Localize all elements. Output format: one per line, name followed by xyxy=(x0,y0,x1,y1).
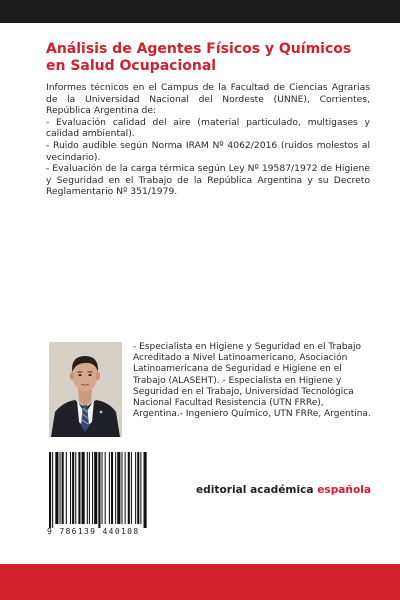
publisher-name xyxy=(196,484,371,496)
book-description xyxy=(46,82,370,198)
barcode-bar xyxy=(115,452,116,524)
barcode-bar xyxy=(109,452,110,524)
barcode-bar xyxy=(89,452,90,524)
barcode-bar xyxy=(87,452,88,524)
barcode-bar xyxy=(105,452,106,524)
author-bio: - Especialista en Higiene y Seguridad en el Trabajo Acreditado a Nivel Latinoamericano, Asociación Latinoamericana de Seguridad e Higiene en el Trabajo (ALASEHT). - Especialista en Higiene y Seguridad en el Trabajo, Universidad Tecnológica Nacional Facultad Resistencia (UTN FRRe), Argentina.- Ingeniero Químico, UTN FRRe, Argentina. xyxy=(133,342,371,420)
publisher-name-part1: editorial académica xyxy=(196,484,318,496)
publisher-name-part2: española xyxy=(317,484,372,496)
barcode-bar xyxy=(135,452,136,524)
barcode-bar xyxy=(92,452,93,524)
barcode-bar xyxy=(55,452,58,524)
barcode-bar xyxy=(82,452,85,524)
barcode-bar xyxy=(78,452,80,524)
barcode-bar xyxy=(111,452,113,524)
isbn-number: 9 786139 440108 xyxy=(47,527,140,536)
barcode-bar xyxy=(125,452,126,524)
barcode-bar xyxy=(66,452,67,524)
barcode-bar xyxy=(52,452,53,528)
barcode-bar xyxy=(62,452,64,524)
barcode-bar xyxy=(131,452,132,524)
barcode-bar xyxy=(102,452,103,524)
description-paragraph: - Ruido audible según Norma IRAM Nº 4062/2016 (ruidos molestos al vecindario). xyxy=(46,139,370,163)
barcode-bar xyxy=(121,452,122,524)
description-paragraph: - Evaluación calidad del aire (material particulado, multigases y calidad ambiental). xyxy=(46,116,370,140)
barcode-bar xyxy=(117,452,120,524)
barcode-bar xyxy=(128,452,130,524)
author-photo xyxy=(49,342,122,437)
barcode-bar xyxy=(98,452,100,528)
top-band xyxy=(0,0,400,23)
author-portrait-icon xyxy=(49,342,122,437)
description-paragraph: Informes técnicos en el Campus de la Facultad de Ciencias Agrarias de la Universidad Nacional del Nordeste (UNNE), Corrientes, República Argentina de: xyxy=(46,82,370,117)
barcode-bar xyxy=(72,452,74,524)
barcode-bar xyxy=(94,452,97,524)
bottom-band xyxy=(0,564,400,600)
book-title: Análisis de Agentes Físicos y Químicos en Salud Ocupacional xyxy=(46,41,352,74)
description-paragraph: - Evaluación de la carga térmica según Ley Nº 19587/1972 de Higiene y Seguridad en el Trabajo de la República Argentina y su Decreto Reglamentario Nº 351/1979. xyxy=(46,163,370,198)
barcode-bar xyxy=(144,452,147,528)
barcode-bar xyxy=(137,452,139,524)
barcode-bar xyxy=(60,452,61,524)
barcode-bar xyxy=(49,452,51,528)
barcode-bar xyxy=(70,452,71,524)
barcode-bar xyxy=(75,452,76,524)
barcode-bar xyxy=(140,452,141,524)
